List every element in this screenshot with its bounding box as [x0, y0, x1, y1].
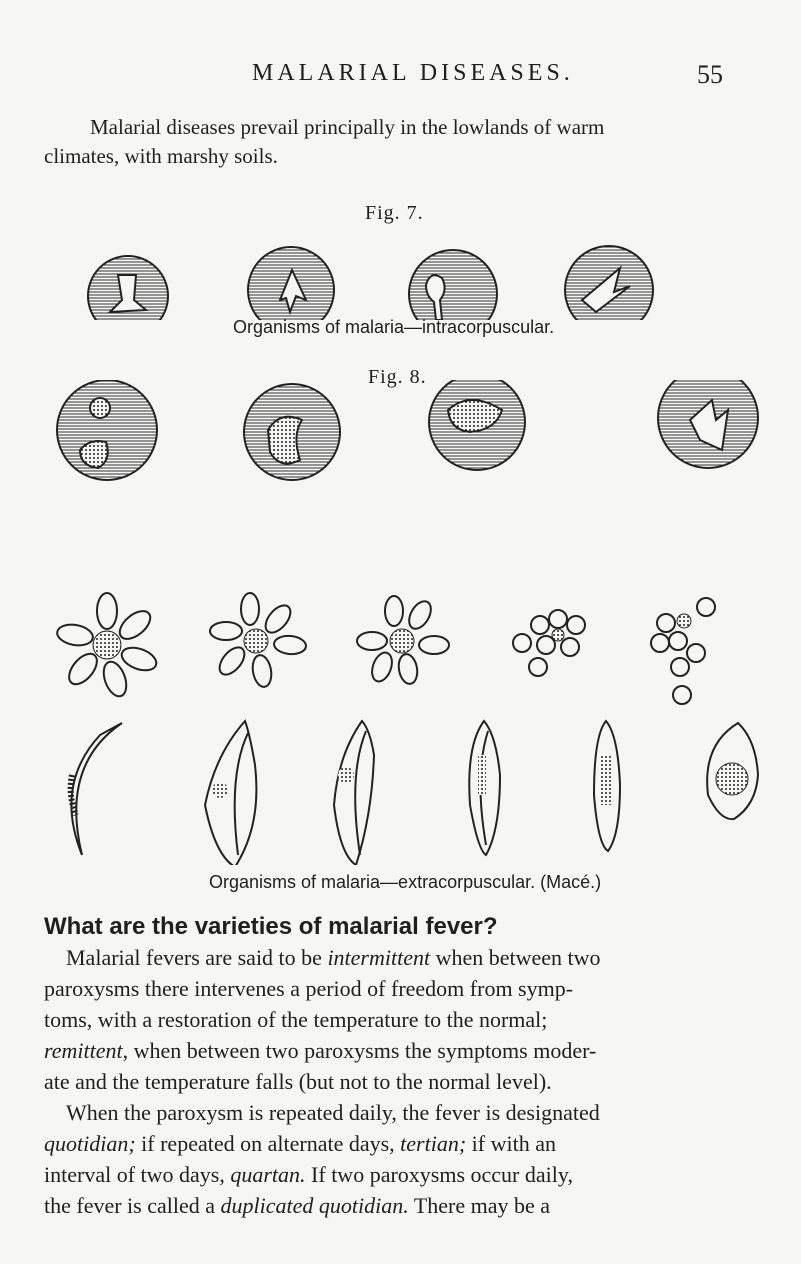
body-section	[44, 911, 754, 1221]
figure-7-caption: Organisms of malaria—intracorpuscular.	[233, 317, 555, 337]
crescent-1-icon	[71, 723, 122, 855]
figure-8-crescents	[0, 715, 801, 865]
text-fragment: , when between two paroxysms the symptoms moder-	[122, 1038, 597, 1063]
corpuscle-3-icon	[409, 250, 497, 320]
paragraph-line	[44, 1004, 754, 1035]
corpuscle-1-icon	[88, 256, 168, 320]
rosette-2-icon	[210, 593, 307, 688]
text-fragment: Malarial fevers are said to be	[66, 945, 328, 970]
emphasized-term: duplicated quotidian.	[220, 1193, 409, 1218]
figure-8-rosettes	[0, 585, 801, 715]
figure-8-label: Fig. 8.	[368, 366, 427, 388]
crescent-5-icon	[594, 721, 620, 851]
text-fragment: If two paroxysms occur daily,	[305, 1162, 573, 1187]
text-fragment: the fever is called a	[44, 1193, 221, 1218]
paragraph-line	[44, 942, 754, 973]
corpuscle-6-icon	[244, 384, 340, 480]
corpuscle-8-icon	[658, 380, 758, 468]
paragraph-line	[44, 1159, 754, 1190]
text-fragment: if repeated on alternate days,	[135, 1131, 401, 1156]
emphasized-term: remittent	[44, 1038, 123, 1063]
section-question: What are the varieties of malarial fever?	[44, 913, 498, 940]
crescent-2-icon	[205, 721, 256, 865]
corpuscle-4-icon	[565, 246, 653, 320]
text-fragment: when between two	[430, 945, 601, 970]
intro-line-2: climates, with marshy soils.	[44, 144, 278, 168]
rosette-3-icon	[357, 596, 449, 685]
rosette-1-icon	[56, 593, 160, 699]
figure-7-illustration-row-2	[0, 380, 801, 520]
text-fragment: When the paroxysm is repeated daily, the fever is designated	[66, 1100, 600, 1125]
paragraph-line	[44, 1097, 754, 1128]
crescent-6-icon	[707, 723, 758, 819]
paragraph-line	[44, 1190, 754, 1221]
text-fragment: ate and the temperature falls (but not to the normal level).	[44, 1069, 552, 1094]
figure-8-caption: Organisms of malaria—extracorpuscular. (Macé.)	[209, 872, 602, 892]
spore-cluster-2-icon	[651, 598, 715, 704]
running-title: MALARIAL DISEASES.	[252, 60, 574, 86]
corpuscle-2-icon	[248, 247, 334, 320]
figure-7-illustration	[0, 0, 801, 320]
emphasized-term: intermittent	[327, 945, 431, 970]
corpuscle-7-icon	[429, 380, 525, 470]
section-paragraph	[44, 942, 754, 1221]
text-fragment: toms, with a restoration of the temperature to the normal;	[44, 1007, 548, 1032]
paragraph-line	[44, 1128, 754, 1159]
paragraph-line	[44, 1035, 754, 1066]
emphasized-term: quotidian;	[44, 1131, 136, 1156]
emphasized-term: tertian;	[400, 1131, 467, 1156]
text-fragment: interval of two days,	[44, 1162, 231, 1187]
text-fragment: if with an	[466, 1131, 556, 1156]
corpuscle-5-icon	[57, 380, 157, 480]
intro-line-1: Malarial diseases prevail principally in the lowlands of warm	[90, 115, 605, 139]
paragraph-line	[44, 1066, 754, 1097]
text-fragment: paroxysms there intervenes a period of freedom from symp-	[44, 976, 574, 1001]
emphasized-term: quartan.	[230, 1162, 306, 1187]
crescent-4-icon	[469, 721, 500, 855]
crescent-3-icon	[334, 721, 374, 865]
figure-7-label: Fig. 7.	[365, 202, 424, 224]
paragraph-line	[44, 973, 754, 1004]
page-number: 55	[697, 60, 723, 89]
text-fragment: There may be a	[408, 1193, 551, 1218]
spore-cluster-1-icon	[513, 610, 585, 676]
